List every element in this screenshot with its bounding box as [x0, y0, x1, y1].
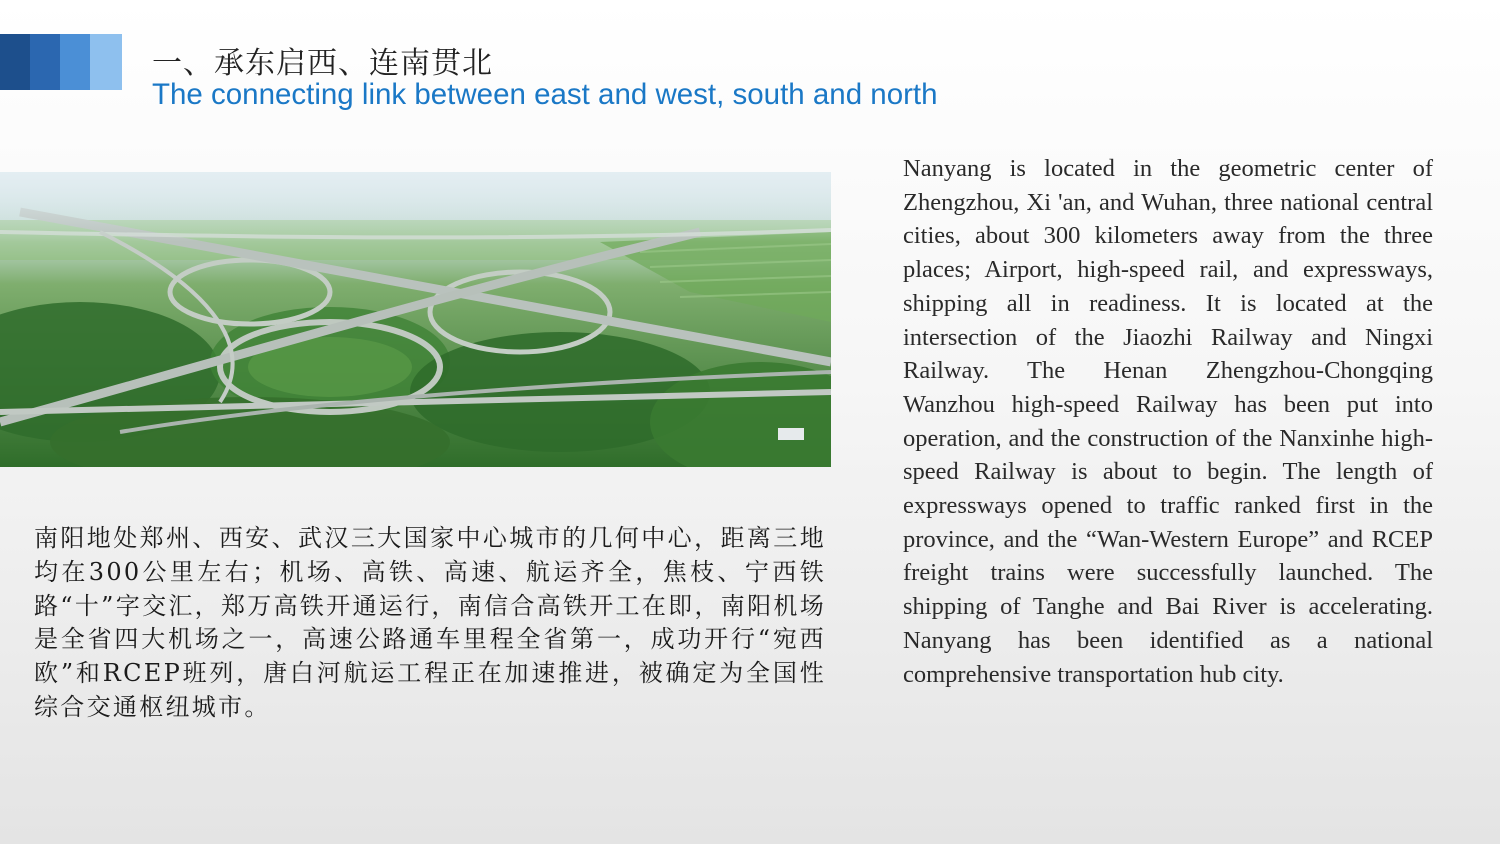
title-accent-bars: [0, 34, 122, 90]
accent-bar: [0, 34, 30, 90]
highway-interchange-photo: [0, 172, 831, 467]
slide-title-english: The connecting link between east and west, south and north: [152, 78, 938, 111]
slide-title-chinese: 一、承东启西、连南贯北: [152, 46, 493, 81]
accent-bar: [90, 34, 122, 90]
chinese-description: 南阳地处郑州、西安、武汉三大国家中心城市的几何中心，距离三地均在300公里左右；机场、高铁、高速、航运齐全，焦枝、宁西铁路“十”字交汇，郑万高铁开通运行，南信合高铁开工在即，南阳机场是全省四大机场之一，高速公路通车里程全省第一，成功开行“宛西欧”和RCEP班列，唐白河航运工程正在加速推进，被确定为全国性综合交通枢纽城市。: [34, 524, 826, 721]
english-description: Nanyang is located in the geometric center of Zhengzhou, Xi 'an, and Wuhan, three national central cities, about 300 kilometers away from the three places; Airport, high-speed rail, and expressways, shipping all in readiness. It is located at the intersection of the Jiaozhi Railway and Ningxi Railway. The Henan Zhengzhou-Chongqing Wanzhou high-speed Railway has been put into operation, and the construction of the Nanxinhe high-speed Railway is about to begin. The length of expressways opened to traffic ranked first in the province, and the “Wan-Western Europe” and RCEP freight trains were successfully launched. The shipping of Tanghe and Bai River is accelerating. Nanyang has been identified as a national comprehensive transportation hub city.: [903, 155, 1433, 688]
aerial-highway-illustration: [0, 172, 831, 467]
accent-bar: [30, 34, 60, 90]
accent-bar: [60, 34, 90, 90]
